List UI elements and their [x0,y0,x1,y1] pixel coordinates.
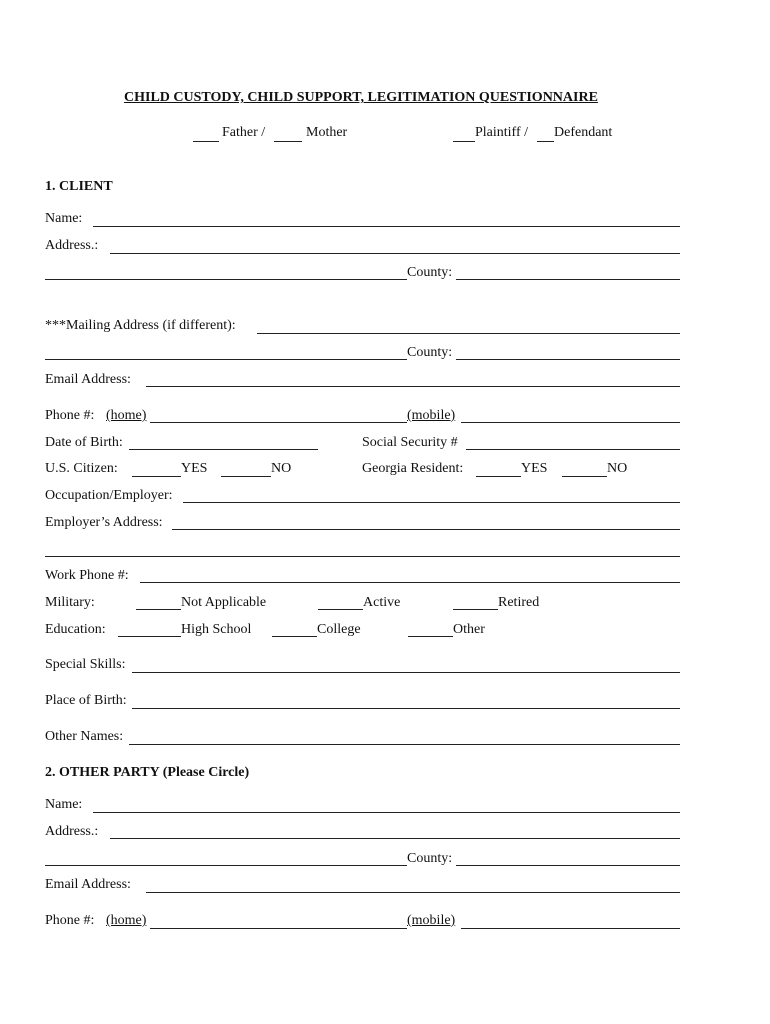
client-other-names-label: Other Names: [45,729,124,744]
client-phone-label: Phone #: [45,408,95,423]
client-email-label: Email Address: [45,372,131,387]
client-edu-other-blank[interactable] [408,636,453,637]
client-other-names-field[interactable] [129,744,680,745]
client-mailing-label: ***Mailing Address (if different): [45,318,236,333]
plaintiff-label: Plaintiff / [475,125,529,140]
client-citizen-no-blank[interactable] [221,476,271,477]
client-military-label: Military: [45,595,95,610]
client-employer-address-line2-field[interactable] [45,556,680,557]
client-edu-other-label: Other [453,622,485,637]
other-phone-mobile-field[interactable] [461,928,680,929]
client-county-field[interactable] [456,279,680,280]
client-military-na-label: Not Applicable [181,595,267,610]
client-edu-high-label: High School [181,622,252,637]
client-edu-high-blank[interactable] [118,636,181,637]
father-blank[interactable] [193,141,219,142]
client-phone-home-label: (home) [106,408,147,423]
client-county-label: County: [407,265,453,280]
client-dob-field[interactable] [129,449,318,450]
mother-blank[interactable] [274,141,302,142]
client-education-label: Education: [45,622,106,637]
client-address-line2-field[interactable] [45,279,407,280]
other-address-field[interactable] [110,838,680,839]
other-phone-home-label: (home) [106,913,147,928]
client-skills-field[interactable] [132,672,680,673]
client-mailing-county-field[interactable] [456,359,680,360]
other-county-label: County: [407,851,453,866]
mother-label: Mother [306,125,348,140]
client-citizen-yes-blank[interactable] [132,476,181,477]
client-military-active-blank[interactable] [318,609,363,610]
other-phone-label: Phone #: [45,913,95,928]
other-address-label: Address.: [45,824,99,839]
client-name-field[interactable] [93,226,680,227]
client-ssn-field[interactable] [466,449,680,450]
client-occupation-field[interactable] [183,502,680,503]
plaintiff-blank[interactable] [453,141,475,142]
client-employer-address-label: Employer’s Address: [45,515,163,530]
other-county-field[interactable] [456,865,680,866]
client-military-na-blank[interactable] [136,609,181,610]
client-occupation-label: Occupation/Employer: [45,488,173,503]
defendant-blank[interactable] [537,141,554,142]
client-military-retired-label: Retired [498,595,540,610]
other-phone-mobile-label: (mobile) [407,913,456,928]
client-citizen-yes-label: YES [181,461,208,476]
client-work-phone-label: Work Phone #: [45,568,129,583]
client-georgia-no-blank[interactable] [562,476,607,477]
client-name-label: Name: [45,211,83,226]
other-address-line2-field[interactable] [45,865,407,866]
other-email-field[interactable] [146,892,680,893]
other-phone-home-field[interactable] [150,928,407,929]
client-mailing-line2-field[interactable] [45,359,407,360]
client-employer-address-field[interactable] [172,529,680,530]
client-birthplace-field[interactable] [132,708,680,709]
client-citizen-no-label: NO [271,461,292,476]
other-name-field[interactable] [93,812,680,813]
client-georgia-yes-blank[interactable] [476,476,521,477]
client-military-active-label: Active [363,595,401,610]
client-dob-label: Date of Birth: [45,435,123,450]
client-phone-mobile-field[interactable] [461,422,680,423]
other-email-label: Email Address: [45,877,131,892]
client-edu-college-blank[interactable] [272,636,317,637]
client-edu-college-label: College [317,622,361,637]
client-military-retired-blank[interactable] [453,609,498,610]
client-ssn-label: Social Security # [362,435,458,450]
other-party-heading: 2. OTHER PARTY (Please Circle) [45,765,250,780]
page-title: CHILD CUSTODY, CHILD SUPPORT, LEGITIMATION QUESTIONNAIRE [124,90,598,105]
client-heading: 1. CLIENT [45,179,113,194]
client-georgia-yes-label: YES [521,461,548,476]
client-georgia-no-label: NO [607,461,628,476]
client-citizen-label: U.S. Citizen: [45,461,118,476]
client-skills-label: Special Skills: [45,657,126,672]
father-label: Father / [222,125,266,140]
client-work-phone-field[interactable] [140,582,680,583]
other-name-label: Name: [45,797,83,812]
client-address-label: Address.: [45,238,99,253]
client-email-field[interactable] [146,386,680,387]
client-phone-home-field[interactable] [150,422,407,423]
client-georgia-label: Georgia Resident: [362,461,464,476]
client-mailing-field[interactable] [257,333,680,334]
client-birthplace-label: Place of Birth: [45,693,127,708]
client-address-field[interactable] [110,253,680,254]
client-mailing-county-label: County: [407,345,453,360]
defendant-label: Defendant [554,125,613,140]
client-phone-mobile-label: (mobile) [407,408,456,423]
